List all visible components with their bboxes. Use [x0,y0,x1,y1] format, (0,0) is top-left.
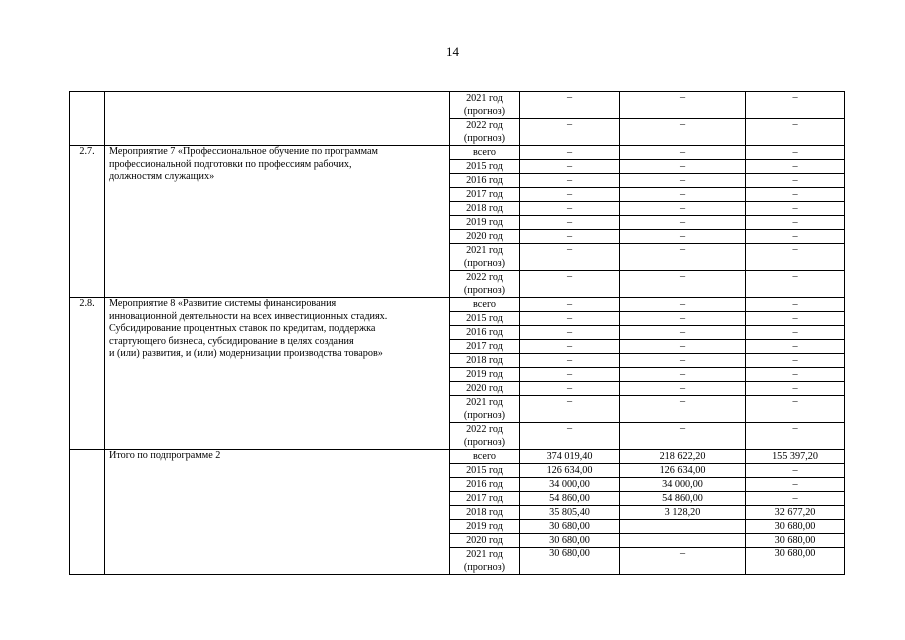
year-label: 2015 год [466,161,503,172]
value-cell-v3: – [746,368,845,382]
year-cell [450,340,520,354]
value-cell-v3: – [746,478,845,492]
item-name-line: профессиональной подготовки по профессиям рабочих, [109,158,352,170]
value-cell-v1: – [520,340,620,354]
year-label: 2016 год [466,327,503,338]
year-label: 2021 год [466,93,503,104]
value-cell-v3: – [746,382,845,396]
value-cell-v1: – [520,312,620,326]
value-cell-v3: – [746,244,845,271]
value-cell-v3: – [746,230,845,244]
year-label: всего [473,147,496,158]
value-cell-v3: – [746,92,845,119]
year-cell [450,396,520,423]
value-cell-v1: – [520,423,620,450]
value-cell-v2: 218 622,20 [620,450,746,464]
value-cell-v1: 34 000,00 [520,478,620,492]
year-cell [450,423,520,450]
value-cell-v2: 3 128,20 [620,506,746,520]
year-label: 2016 год [466,479,503,490]
year-label: 2019 год [466,521,503,532]
value-cell-v2: – [620,312,746,326]
value-cell-v2: – [620,368,746,382]
table-row [70,450,845,464]
value-cell-v3: 32 677,20 [746,506,845,520]
year-cell [450,382,520,396]
value-cell-v3: – [746,271,845,298]
year-label: 2017 год [466,189,503,200]
value-cell-v1: 30 680,00 [520,520,620,534]
year-label: (прогноз) [463,258,506,269]
item-name-line: стартующего бизнеса, субсидирование в целях создания [109,335,354,347]
item-name [105,92,450,146]
year-cell [450,216,520,230]
value-cell-v1: 54 860,00 [520,492,620,506]
year-label: 2021 год [466,245,503,256]
value-cell-v2: – [620,188,746,202]
year-cell [450,520,520,534]
year-label: 2021 год [466,397,503,408]
budget-table [69,91,845,575]
value-cell-v2: – [620,382,746,396]
value-cell-v2: – [620,340,746,354]
value-cell-v2: – [620,396,746,423]
year-label: всего [473,451,496,462]
year-label: 2020 год [466,231,503,242]
year-cell [450,506,520,520]
value-cell-v1: – [520,244,620,271]
year-label: 2018 год [466,507,503,518]
year-cell [450,174,520,188]
value-cell-v1: – [520,368,620,382]
year-cell [450,202,520,216]
year-cell [450,92,520,119]
year-cell [450,368,520,382]
value-cell-v3: – [746,340,845,354]
year-label: (прогноз) [463,285,506,296]
year-cell [450,230,520,244]
item-name-line: инновационной деятельности на всех инвестиционных стадиях. [109,310,388,322]
year-cell [450,464,520,478]
year-label: (прогноз) [463,437,506,448]
value-cell-v2: – [620,174,746,188]
item-name-line: и (или) развития, и (или) модернизации производства товаров» [109,348,383,360]
year-cell [450,188,520,202]
item-name-line: Субсидирование процентных ставок по кредитам, поддержка [109,323,376,335]
item-number: 2.8. [70,298,105,450]
year-label: 2022 год [466,272,503,283]
year-label: (прогноз) [463,410,506,421]
value-cell-v1: – [520,354,620,368]
value-cell-v3: – [746,312,845,326]
value-cell-v2: 34 000,00 [620,478,746,492]
year-cell [450,450,520,464]
item-name-line: Мероприятие 8 «Развитие системы финансирования [109,298,337,309]
value-cell-v2 [620,520,746,534]
value-cell-v3: 30 680,00 [746,520,845,534]
item-number: 2.7. [70,146,105,298]
value-cell-v3: 30 680,00 [746,548,845,575]
value-cell-v1: – [520,230,620,244]
year-label: всего [473,299,496,310]
year-label: (прогноз) [463,562,506,573]
year-label: 2016 год [466,175,503,186]
value-cell-v1: 126 634,00 [520,464,620,478]
page-number: 14 [446,44,459,59]
year-label: 2022 год [466,424,503,435]
year-label: 2019 год [466,217,503,228]
value-cell-v1: – [520,326,620,340]
value-cell-v1: – [520,271,620,298]
budget-table-body [70,92,845,575]
year-label: 2018 год [466,355,503,366]
year-label: 2015 год [466,465,503,476]
year-cell [450,298,520,312]
value-cell-v3: – [746,216,845,230]
value-cell-v2: – [620,160,746,174]
year-cell [450,312,520,326]
value-cell-v3: 30 680,00 [746,534,845,548]
value-cell-v1: – [520,92,620,119]
value-cell-v3: – [746,326,845,340]
value-cell-v1: 374 019,40 [520,450,620,464]
year-cell [450,492,520,506]
value-cell-v3: – [746,188,845,202]
year-label: 2017 год [466,493,503,504]
item-number [70,92,105,146]
value-cell-v2: 126 634,00 [620,464,746,478]
year-label: 2021 год [466,549,503,560]
value-cell-v3: – [746,423,845,450]
year-cell [450,244,520,271]
value-cell-v2: – [620,298,746,312]
value-cell-v1: – [520,188,620,202]
year-cell [450,271,520,298]
year-label: 2022 год [466,120,503,131]
value-cell-v1: – [520,202,620,216]
value-cell-v2: – [620,216,746,230]
value-cell-v2: 54 860,00 [620,492,746,506]
year-cell [450,478,520,492]
year-label: (прогноз) [463,133,506,144]
value-cell-v1: – [520,216,620,230]
year-label: 2020 год [466,535,503,546]
year-label: 2015 год [466,313,503,324]
value-cell-v2: – [620,354,746,368]
value-cell-v3: – [746,202,845,216]
year-cell [450,146,520,160]
value-cell-v2: – [620,146,746,160]
value-cell-v3: – [746,160,845,174]
year-label: 2018 год [466,203,503,214]
value-cell-v1: – [520,382,620,396]
item-name [105,298,450,450]
value-cell-v2: – [620,548,746,575]
value-cell-v2: – [620,119,746,146]
value-cell-v2: – [620,326,746,340]
value-cell-v2: – [620,92,746,119]
value-cell-v3: – [746,146,845,160]
value-cell-v3: – [746,119,845,146]
value-cell-v2: – [620,230,746,244]
item-name [105,450,450,575]
year-label: (прогноз) [463,106,506,117]
table-row [70,298,845,312]
year-label: 2020 год [466,383,503,394]
value-cell-v3: 155 397,20 [746,450,845,464]
value-cell-v2: – [620,423,746,450]
value-cell-v3: – [746,492,845,506]
item-number [70,450,105,575]
table-row [70,92,845,119]
value-cell-v3: – [746,396,845,423]
year-cell [450,534,520,548]
value-cell-v3: – [746,174,845,188]
table-row [70,146,845,160]
value-cell-v1: – [520,146,620,160]
year-cell [450,354,520,368]
value-cell-v1: – [520,160,620,174]
year-label: 2019 год [466,369,503,380]
value-cell-v3: – [746,354,845,368]
item-name-line: должностям служащих» [109,171,215,183]
year-cell [450,119,520,146]
year-cell [450,548,520,575]
value-cell-v1: 30 680,00 [520,534,620,548]
value-cell-v3: – [746,464,845,478]
value-cell-v3: – [746,298,845,312]
item-name [105,146,450,298]
value-cell-v1: – [520,298,620,312]
value-cell-v2 [620,534,746,548]
value-cell-v1: – [520,119,620,146]
value-cell-v2: – [620,202,746,216]
value-cell-v2: – [620,271,746,298]
year-cell [450,326,520,340]
value-cell-v1: – [520,174,620,188]
value-cell-v1: – [520,396,620,423]
value-cell-v1: 30 680,00 [520,548,620,575]
value-cell-v2: – [620,244,746,271]
item-name-line: Мероприятие 7 «Профессиональное обучение по программам [109,146,378,157]
year-label: 2017 год [466,341,503,352]
item-name-line: Итого по подпрограмме 2 [109,450,221,461]
year-cell [450,160,520,174]
value-cell-v1: 35 805,40 [520,506,620,520]
